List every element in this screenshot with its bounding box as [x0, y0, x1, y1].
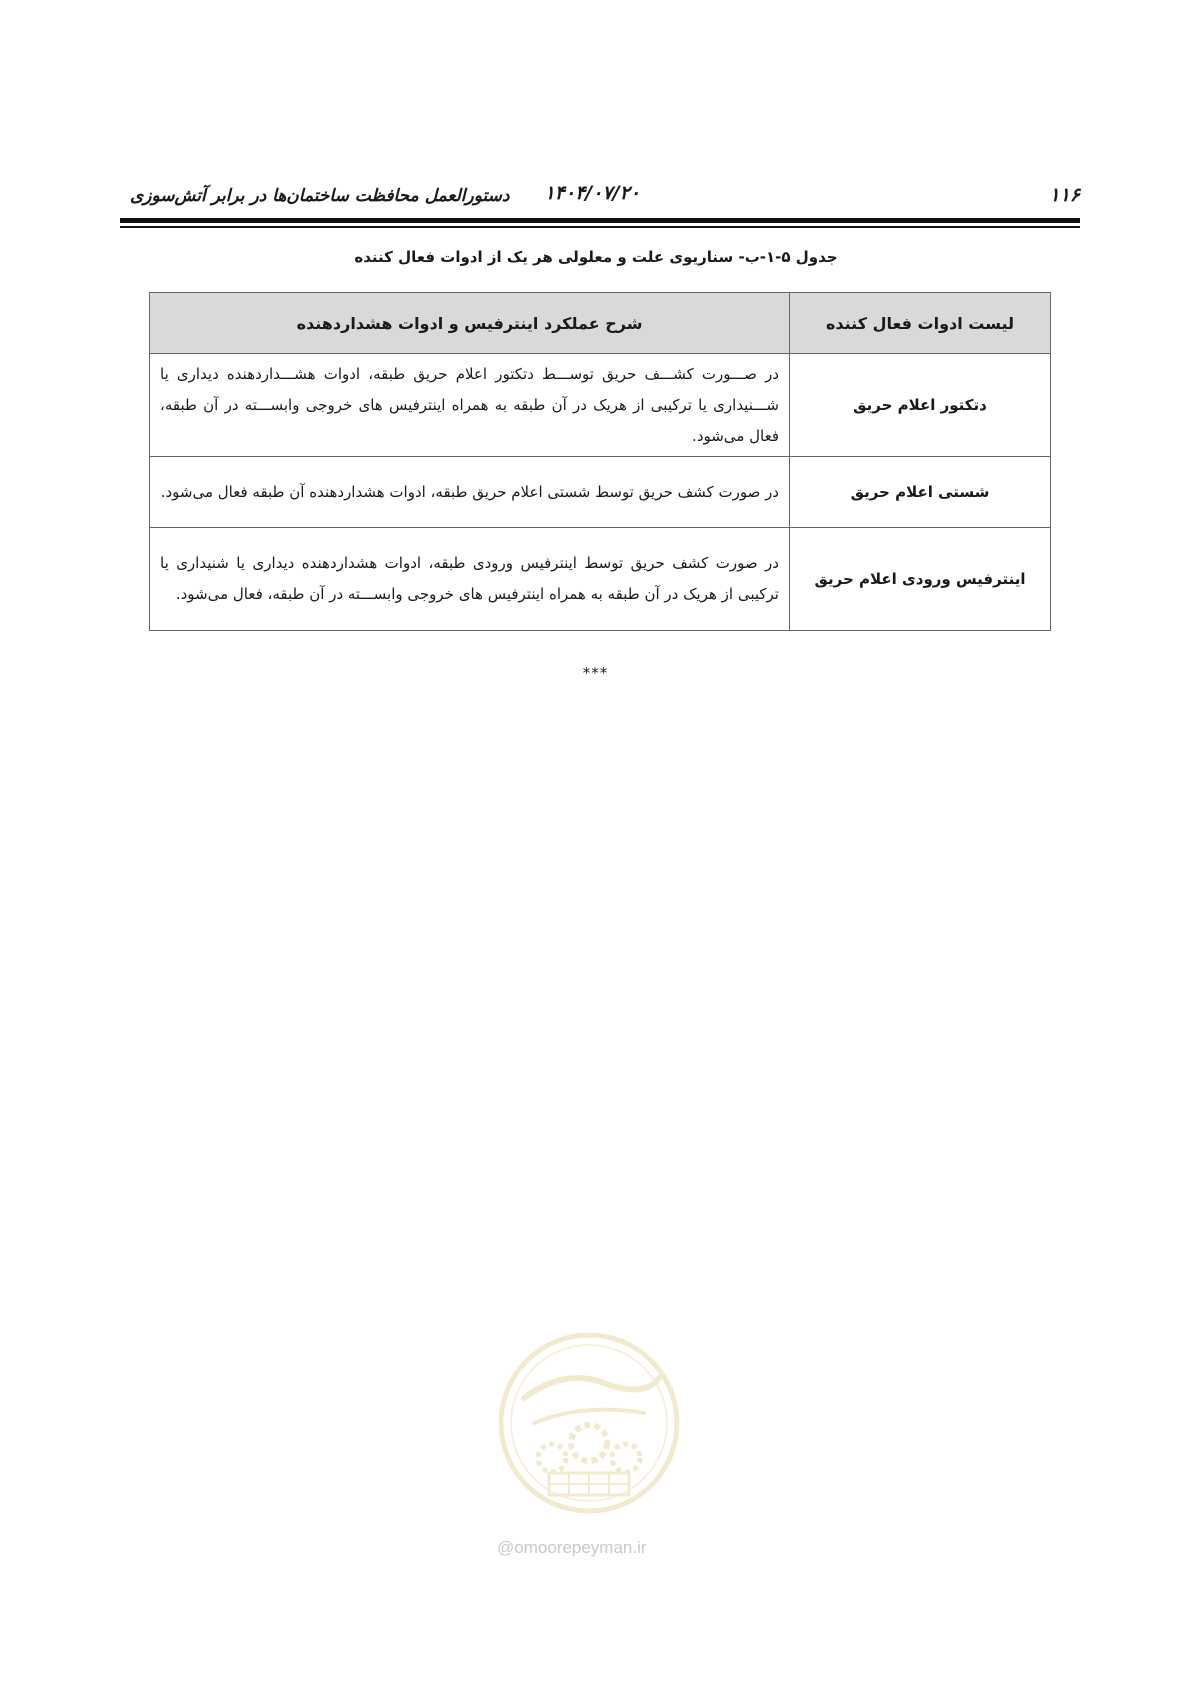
header-date: ۱۴۰۴/۰۷/۲۰: [544, 182, 640, 204]
column-header-description: شرح عملکرد اینترفیس و ادوات هشداردهنده: [150, 293, 790, 354]
device-name-cell: دتکتور اعلام حریق: [790, 354, 1051, 457]
description-cell: در صـــورت کشـــف حریق توســـط دتکتور اعلام حریق طبقه، ادوات هشـــداردهنده دیداری یا شـــنیداری یا ترکیبی از هریک در آن طبقه به همراه اینترفیس های خروجی وابســـته در آن طبقه، فعال می‌شود.: [150, 354, 790, 457]
table-row: [150, 354, 1051, 457]
description-cell: در صورت کشف حریق توسط شستی اعلام حریق طبقه، ادوات هشداردهنده آن طبقه فعال می‌شود.: [150, 457, 790, 528]
section-end-mark: ***: [582, 664, 609, 682]
watermark-site-text: @omoorepeyman.ir: [497, 1538, 647, 1557]
activation-devices-table: [149, 292, 1051, 631]
watermark-logo-icon: [494, 1328, 684, 1518]
table-row: [150, 457, 1051, 528]
description-cell: در صورت کشف حریق توسط اینترفیس ورودی طبقه، ادوات هشداردهنده دیداری یا شنیداری یا ترکیبی از هریک در آن طبقه به همراه اینترفیس های خروجی وابســـته در آن طبقه، فعال می‌شود.: [150, 528, 790, 631]
column-header-devices: لیست ادوات فعال کننده: [790, 293, 1051, 354]
table-row: [150, 528, 1051, 631]
table-caption: جدول ۵-۱-ب- سناریوی علت و معلولی هر یک از ادوات فعال کننده: [354, 248, 838, 266]
header-title: دستورالعمل محافظت ساختمان‌ها در برابر آتش‌سوزی: [130, 186, 510, 206]
header-rule-thin: [120, 226, 1080, 228]
page-header: [120, 180, 1080, 210]
header-rule-thick: [120, 218, 1080, 223]
device-name-cell: اینترفیس ورودی اعلام حریق: [790, 528, 1051, 631]
page-number: ۱۱۶: [1049, 184, 1080, 206]
table-header-row: [150, 293, 1051, 354]
device-name-cell: شستی اعلام حریق: [790, 457, 1051, 528]
